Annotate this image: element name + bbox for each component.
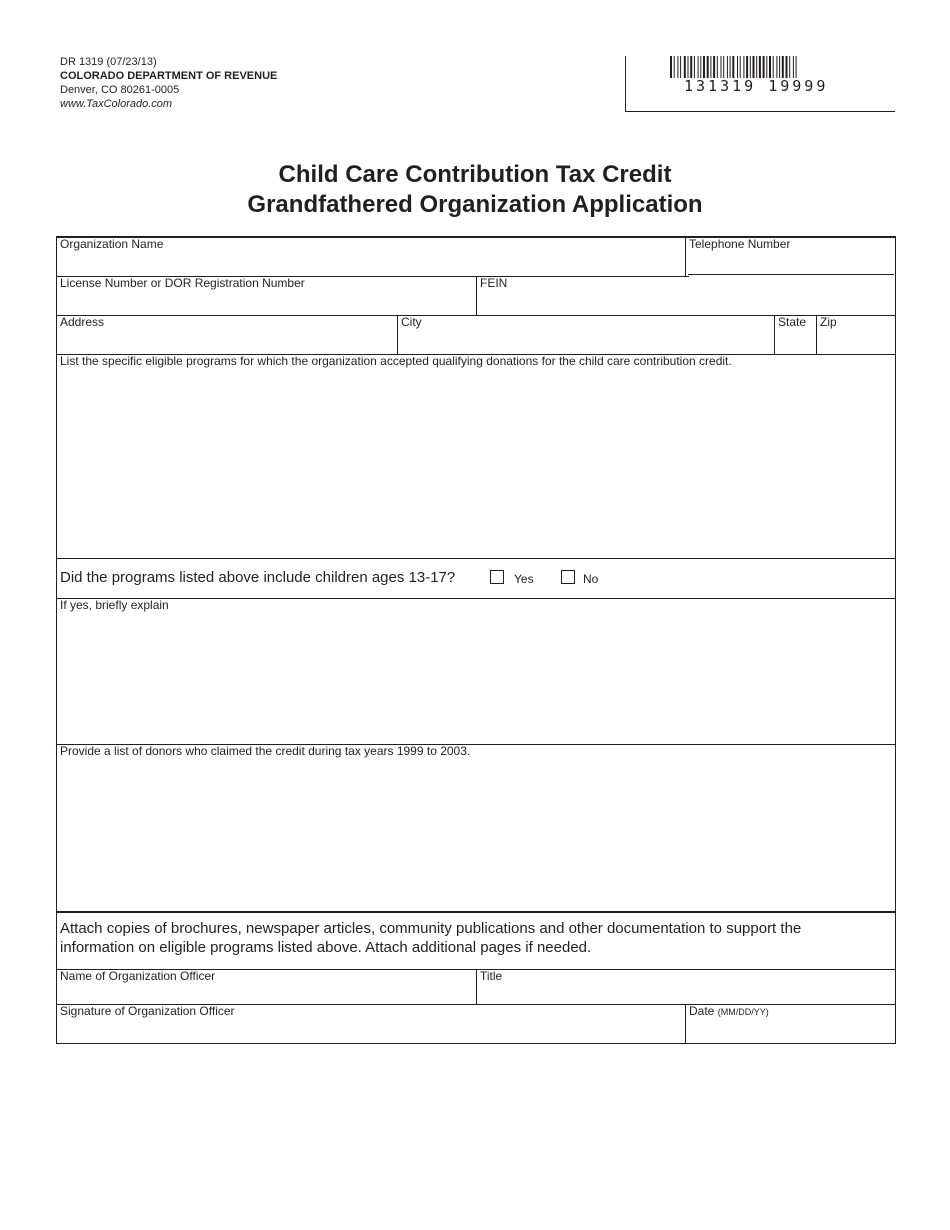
zip-field[interactable]: [818, 330, 893, 352]
date-label: [689, 1004, 769, 1019]
website-link[interactable]: www.TaxColorado.com: [60, 98, 173, 110]
barcode-graphic: [670, 56, 852, 78]
donors-label: Provide a list of donors who claimed the credit during tax years 1999 to 2003.: [60, 744, 471, 758]
org-name-label: Organization Name: [60, 237, 164, 251]
no-checkbox[interactable]: [561, 570, 575, 584]
telephone-field[interactable]: [688, 252, 893, 272]
date-label-text: Date: [689, 1004, 715, 1018]
explain-label: If yes, briefly explain: [60, 598, 169, 612]
programs-textarea[interactable]: [58, 370, 893, 556]
attach-instructions: Attach copies of brochures, newspaper articles, community publications and other documentation to support the information on eligible programs listed above. Attach additional pages if needed.: [60, 920, 802, 956]
signature-field[interactable]: [58, 1020, 683, 1041]
donors-textarea[interactable]: [58, 760, 893, 909]
form-id: DR 1319 (07/23/13): [60, 56, 157, 68]
form-title-line1: Child Care Contribution Tax Credit: [278, 161, 672, 188]
barcode-box-left: [625, 56, 626, 112]
explain-textarea[interactable]: [58, 614, 893, 742]
license-label: License Number or DOR Registration Number: [60, 276, 305, 290]
state-label: State: [778, 315, 807, 329]
officer-name-label: Name of Organization Officer: [60, 969, 216, 983]
officer-title-label: Title: [480, 969, 503, 983]
signature-label: Signature of Organization Officer: [60, 1004, 235, 1018]
yes-label: Yes: [514, 572, 534, 586]
address-field[interactable]: [58, 330, 395, 352]
telephone-label: Telephone Number: [689, 237, 791, 251]
barcode-number: 131319 19999: [684, 77, 829, 95]
address-label: Address: [60, 315, 105, 329]
yes-checkbox[interactable]: [490, 570, 504, 584]
department-address: Denver, CO 80261-0005: [60, 84, 180, 96]
date-format-hint: (MM/DD/YY): [717, 1007, 769, 1017]
state-field[interactable]: [776, 330, 814, 352]
programs-label: List the specific eligible programs for which the organization accepted qualifying donations for the child care contribution credit.: [60, 354, 732, 368]
date-field[interactable]: [688, 1020, 893, 1041]
age-question: Did the programs listed above include children ages 13-17?: [60, 569, 456, 586]
barcode-box-bottom: [625, 111, 895, 112]
city-field[interactable]: [399, 330, 772, 352]
department-name: COLORADO DEPARTMENT OF REVENUE: [60, 70, 278, 82]
org-name-field[interactable]: [58, 252, 683, 274]
form-title-line2: Grandfathered Organization Application: [247, 191, 703, 218]
no-label: No: [583, 572, 599, 586]
officer-name-field[interactable]: [58, 984, 474, 1002]
officer-title-field[interactable]: [478, 984, 893, 1002]
zip-label: Zip: [820, 315, 837, 329]
city-label: City: [401, 315, 422, 329]
license-field[interactable]: [58, 291, 474, 313]
fein-field[interactable]: [478, 291, 893, 313]
fein-label: FEIN: [480, 276, 508, 290]
